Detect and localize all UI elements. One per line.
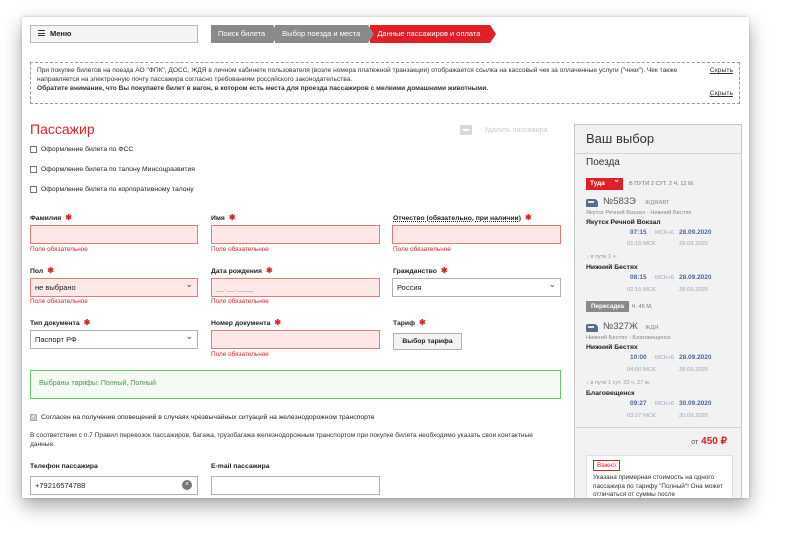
hide-pets-notice-link[interactable]: Скрыть [709, 90, 733, 97]
doc-number-error: Поле обязательное [211, 351, 269, 358]
departure-time: 07:15 [630, 229, 647, 236]
route: Якутск Речной Вокзал - Нижний Бестях [586, 210, 692, 216]
direction-dropdown[interactable]: Туда ⌄ [586, 178, 623, 190]
checkbox-box[interactable] [30, 186, 37, 193]
pets-notice-text: Обратите внимание, что Вы покупаете билет в вагон, в котором есть места для проезда пассажиров с мелкими домашними животными. [37, 85, 489, 93]
transfer-time: 1 Ч. 45 М. [627, 304, 653, 310]
passenger-title: Пассажир [30, 121, 95, 137]
clear-icon[interactable]: × [182, 480, 192, 490]
departure-date: 28.09.2020 [679, 354, 712, 361]
segment-travel-time: ↓ в пути 1 ч. [586, 254, 618, 260]
arrival-time: 08:15 [630, 274, 647, 281]
segment-travel-time: ↓ в пути 1 сут. 23 ч. 27 м. [586, 380, 651, 386]
arrival-msk-date: 28.09.2020 [679, 287, 709, 293]
arrival-tz: МСК+6 [655, 401, 675, 407]
step-train-seat[interactable]: Выбор поезда и места [275, 25, 368, 43]
delete-passenger-label: Удалить пассажира [484, 126, 548, 134]
minsoc-checkbox[interactable] [30, 166, 195, 173]
phone-label: Телефон пассажира [30, 463, 98, 470]
price: от 450 ₽ [691, 436, 727, 447]
train-icon [586, 324, 598, 332]
departure-msk-date: 28.09.2020 [679, 367, 709, 373]
booking-steps [211, 25, 492, 43]
doc-number-label: Номер документа ✱ [211, 318, 282, 327]
choose-tariff-button[interactable]: Выбор тарифа [393, 333, 462, 350]
arrival-msk-date: 30.09.2020 [679, 413, 709, 419]
patronymic-label: Отчество (обязательно, при наличии) ✱ [393, 213, 532, 222]
total-travel-time: В ПУТИ 2 СУТ. 2 Ч. 12 М. [629, 181, 695, 187]
departure-tz: МСК+6 [655, 355, 675, 361]
checkbox-label: Оформление билета по корпоративному талону [41, 186, 194, 193]
fss-checkbox[interactable] [30, 146, 133, 153]
train-number[interactable]: №327Ж [603, 321, 638, 332]
trains-heading: Поезда [586, 157, 620, 168]
phone-input[interactable] [30, 476, 198, 495]
doc-type-select[interactable]: Паспорт РФ ⌄ [30, 330, 198, 349]
birth-date-error: Поле обязательное [211, 298, 269, 305]
doc-type-label: Тип документа ✱ [30, 318, 91, 327]
emergency-consent-checkbox[interactable] [30, 414, 375, 421]
doc-number-input[interactable] [211, 330, 380, 349]
first-name-input[interactable] [211, 225, 380, 244]
departure-msk: 04:00 МСК [627, 367, 656, 373]
last-name-input[interactable] [30, 225, 198, 244]
arrival-msk: 02:15 МСК [627, 287, 656, 293]
menu-label: Меню [50, 29, 72, 38]
arrival-date: 30.09.2020 [679, 400, 712, 407]
hamburger-icon [38, 30, 45, 36]
checkbox-label: Оформление билета по ФСС [41, 146, 134, 153]
your-choice-panel [574, 124, 742, 498]
birth-date-input[interactable]: __.__.____ [211, 278, 380, 297]
menu-button[interactable] [30, 25, 198, 43]
important-badge: Важно [593, 460, 620, 471]
citizenship-select[interactable]: Россия ⌄ [392, 278, 561, 297]
departure-msk-date: 28.09.2020 [679, 241, 709, 247]
delete-passenger-button[interactable] [460, 125, 548, 135]
carrier: ЖДЯАВТ [645, 200, 670, 206]
checkbox-box[interactable] [30, 166, 37, 173]
important-text: Указана примерная стоимость на одного пассажира по тарифу "Полный"! Она может отличаться от суммы после [593, 474, 723, 498]
checkbox-box[interactable] [30, 146, 37, 153]
departure-station: Нижний Бестях [586, 344, 638, 351]
transfer-badge: Пересадка [586, 301, 629, 312]
checkbox-box[interactable] [30, 414, 37, 421]
last-name-error: Поле обязательное [30, 246, 88, 253]
arrival-msk: 03:27 МСК [627, 413, 656, 419]
patronymic-input[interactable] [392, 225, 561, 244]
selected-tariffs-banner: Выбраны тарифы: Полный, Полный [30, 370, 561, 399]
train-icon [586, 199, 598, 207]
panel-title: Ваш выбор [586, 131, 655, 146]
important-info-box [586, 455, 733, 498]
birth-date-label: Дата рождения ✱ [211, 266, 273, 275]
first-name-error: Поле обязательное [211, 246, 269, 253]
arrival-station: Благовещенск [586, 390, 635, 397]
gender-label: Пол ✱ [30, 266, 54, 275]
last-name-label: Фамилия ✱ [30, 213, 72, 222]
departure-time: 10:00 [630, 354, 647, 361]
citizenship-label: Гражданство ✱ [393, 266, 448, 275]
gender-error: Поле обязательное [30, 298, 88, 305]
route: Нижний Бестях - Благовещенск [586, 335, 671, 341]
receipt-notice [30, 62, 740, 104]
departure-station: Якутск Речной Вокзал [586, 219, 661, 226]
checkbox-label: Оформление билета по талону Минсоцразвития [41, 166, 195, 173]
hide-notice-link[interactable]: Скрыть [709, 67, 733, 74]
arrival-time: 09:27 [630, 400, 647, 407]
departure-date: 28.09.2020 [679, 229, 712, 236]
phone-value: +79216574788 [35, 481, 86, 490]
contact-rules-text: В соответствии с п.7 Правил перевозок пассажиров, багажа, грузобагажа железнодорожным транспортом при покупке билета необходимо указать свои контактные данные. [30, 432, 533, 448]
train-number[interactable]: №583Э [603, 196, 636, 207]
email-label: E-mail пассажира [211, 463, 270, 470]
notice-text: При покупке билетов на поезда АО "ФПК", ДОСС, ЖДЯ в личном кабинете пользователя (возле номера платежной транзакции) отображается ссылка на кассовый чек за оплаченные услуги ("чеки"). Чек также направляется на электронную почту пассажира согласно требованиям российского законодательства. [37, 67, 678, 83]
divider [575, 427, 742, 428]
gender-select[interactable]: не выбрано ⌄ [30, 278, 198, 297]
carrier: ЖДЯ [645, 325, 659, 331]
price-value: 450 ₽ [701, 436, 727, 447]
first-name-label: Имя ✱ [211, 213, 236, 222]
minus-icon [460, 125, 472, 135]
arrival-date: 28.09.2020 [679, 274, 712, 281]
step-search[interactable]: Поиск билета [211, 25, 273, 43]
checkbox-label: Согласен на получение оповещений в случаях чрезвычайных ситуаций на железнодорожном транспорте [41, 414, 375, 421]
arrival-tz: МСК+6 [655, 275, 675, 281]
arrival-station: Нижний Бестях [586, 264, 638, 271]
departure-tz: МСК+6 [655, 230, 675, 236]
corporate-checkbox[interactable] [30, 186, 194, 193]
email-input[interactable] [211, 476, 380, 495]
step-passenger-payment: Данные пассажиров и оплата [370, 25, 490, 43]
patronymic-error: Поле обязательное [393, 246, 451, 253]
departure-msk: 01:15 МСК [627, 241, 656, 247]
booking-page [22, 17, 749, 498]
tariff-label: Тариф ✱ [393, 318, 426, 327]
divider [575, 153, 742, 154]
